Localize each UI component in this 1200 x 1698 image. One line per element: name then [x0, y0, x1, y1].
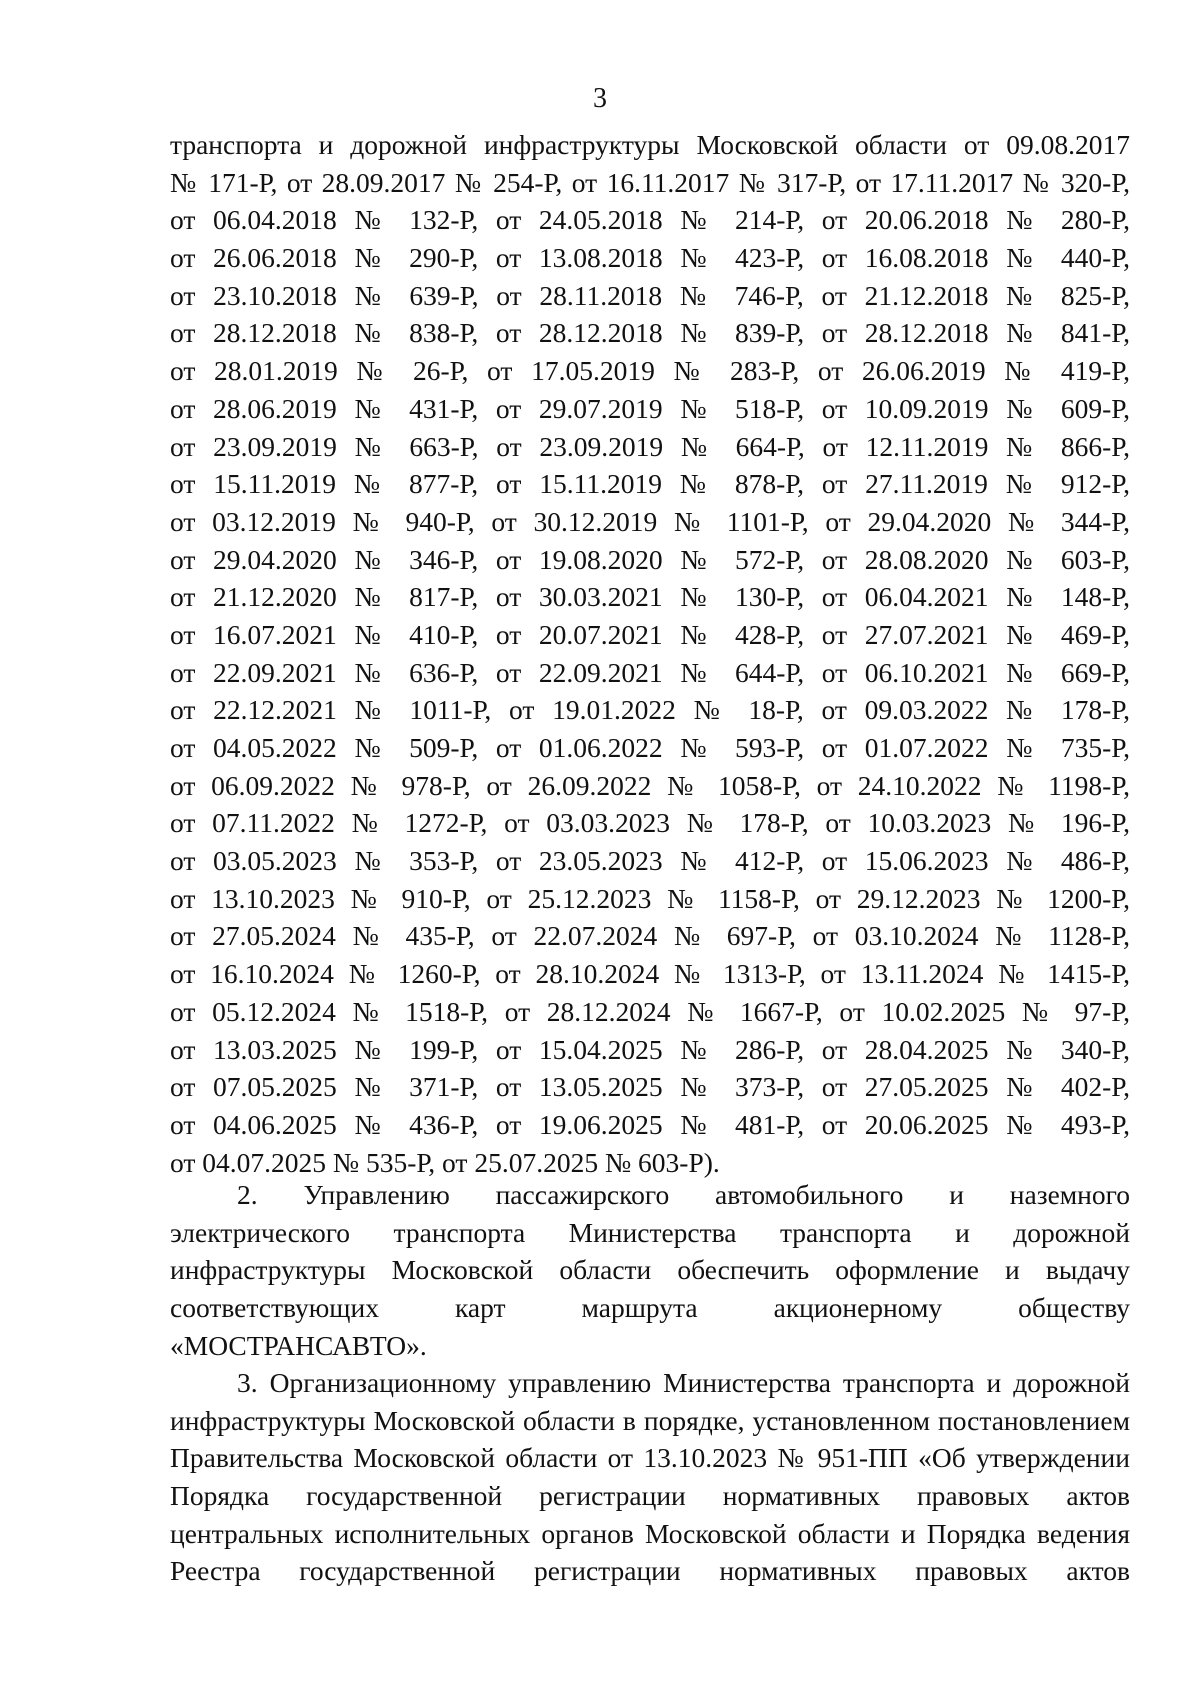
text-line: от 16.07.2021 № 410-Р, от 20.07.2021 № 428-Р, от 27.07.2021 № 469-Р, — [170, 618, 1130, 650]
page-number: 3 — [593, 83, 607, 114]
text-line: 3. Организационному управлению Министерства транспорта и дорожной — [237, 1367, 1130, 1398]
text-line: от 04.06.2025 № 436-Р, от 19.06.2025 № 481-Р, от 20.06.2025 № 493-Р, — [170, 1108, 1130, 1140]
text-line: инфраструктуры Московской области обеспечить оформление и выдачу — [170, 1254, 1130, 1286]
text-line: от 04.07.2025 № 535-Р, от 25.07.2025 № 603-Р). — [170, 1146, 720, 1178]
text-line: от 06.04.2018 № 132-Р, от 24.05.2018 № 214-Р, от 20.06.2018 № 280-Р, — [170, 204, 1130, 236]
text-line: Порядка государственной регистрации нормативных правовых актов — [170, 1480, 1130, 1512]
text-line: от 07.05.2025 № 371-Р, от 13.05.2025 № 373-Р, от 27.05.2025 № 402-Р, — [170, 1071, 1130, 1103]
text-line: от 23.10.2018 № 639-Р, от 28.11.2018 № 746-Р, от 21.12.2018 № 825-Р, — [170, 279, 1130, 311]
text-line: от 29.04.2020 № 346-Р, от 19.08.2020 № 572-Р, от 28.08.2020 № 603-Р, — [170, 543, 1130, 575]
text-line: от 03.05.2023 № 353-Р, от 23.05.2023 № 412-Р, от 15.06.2023 № 486-Р, — [170, 845, 1130, 877]
text-line: от 05.12.2024 № 1518-Р, от 28.12.2024 № 1667-Р, от 10.02.2025 № 97-Р, — [170, 995, 1130, 1027]
text-line: от 03.12.2019 № 940-Р, от 30.12.2019 № 1101-Р, от 29.04.2020 № 344-Р, — [170, 505, 1130, 537]
paragraph-3 — [170, 1364, 1130, 1590]
text-line: от 22.12.2021 № 1011-Р, от 19.01.2022 № 18-Р, от 09.03.2022 № 178-Р, — [170, 694, 1130, 726]
text-line: 2. Управлению пассажирского автомобильного и наземного — [237, 1179, 1130, 1210]
acts-list-paragraph — [170, 126, 1130, 1181]
text-line: от 22.09.2021 № 636-Р, от 22.09.2021 № 644-Р, от 06.10.2021 № 669-Р, — [170, 656, 1130, 688]
text-line: от 21.12.2020 № 817-Р, от 30.03.2021 № 130-Р, от 06.04.2021 № 148-Р, — [170, 581, 1130, 613]
text-line: от 28.12.2018 № 838-Р, от 28.12.2018 № 839-Р, от 28.12.2018 № 841-Р, — [170, 317, 1130, 349]
text-line: центральных исполнительных органов Московской области и Порядка ведения — [170, 1517, 1130, 1549]
text-line: от 04.05.2022 № 509-Р, от 01.06.2022 № 593-Р, от 01.07.2022 № 735-Р, — [170, 732, 1130, 763]
text-line: от 28.06.2019 № 431-Р, от 29.07.2019 № 518-Р, от 10.09.2019 № 609-Р, — [170, 392, 1130, 424]
text-line: от 26.06.2018 № 290-Р, от 13.08.2018 № 423-Р, от 16.08.2018 № 440-Р, — [170, 242, 1130, 274]
text-line: от 28.01.2019 № 26-Р, от 17.05.2019 № 283-Р, от 26.06.2019 № 419-Р, — [170, 355, 1130, 387]
text-line: от 27.05.2024 № 435-Р, от 22.07.2024 № 697-Р, от 03.10.2024 № 1128-Р, — [170, 920, 1130, 952]
text-line: «МОСТРАНСАВТО». — [170, 1329, 427, 1361]
text-line: от 13.03.2025 № 199-Р, от 15.04.2025 № 286-Р, от 28.04.2025 № 340-Р, — [170, 1033, 1130, 1065]
text-line: Реестра государственной регистрации нормативных правовых актов — [170, 1555, 1130, 1587]
text-line: № 171-Р, от 28.09.2017 № 254-Р, от 16.11.2017 № 317-Р, от 17.11.2017 № 320-Р, — [170, 166, 1130, 198]
text-line: от 16.10.2024 № 1260-Р, от 28.10.2024 № 1313-Р, от 13.11.2024 № 1415-Р, — [170, 958, 1130, 990]
text-line: Правительства Московской области от 13.10.2023 № 951-ПП «Об утверждении — [170, 1442, 1130, 1474]
text-line: инфраструктуры Московской области в порядке, установленном постановлением — [170, 1404, 1130, 1436]
text-line: от 13.10.2023 № 910-Р, от 25.12.2023 № 1158-Р, от 29.12.2023 № 1200-Р, — [170, 882, 1130, 914]
paragraph-2 — [170, 1176, 1130, 1364]
text-line: от 07.11.2022 № 1272-Р, от 03.03.2023 № 178-Р, от 10.03.2023 № 196-Р, — [170, 807, 1130, 839]
text-line: от 06.09.2022 № 978-Р, от 26.09.2022 № 1058-Р, от 24.10.2022 № 1198-Р, — [170, 769, 1130, 801]
text-line: электрического транспорта Министерства транспорта и дорожной — [170, 1216, 1130, 1248]
text-line: от 23.09.2019 № 663-Р, от 23.09.2019 № 664-Р, от 12.11.2019 № 866-Р, — [170, 430, 1130, 462]
text-line: транспорта и дорожной инфраструктуры Московской области от 09.08.2017 — [170, 129, 1130, 160]
text-line: от 15.11.2019 № 877-Р, от 15.11.2019 № 878-Р, от 27.11.2019 № 912-Р, — [170, 468, 1130, 500]
text-line: соответствующих карт маршрута акционерному обществу — [170, 1292, 1130, 1324]
